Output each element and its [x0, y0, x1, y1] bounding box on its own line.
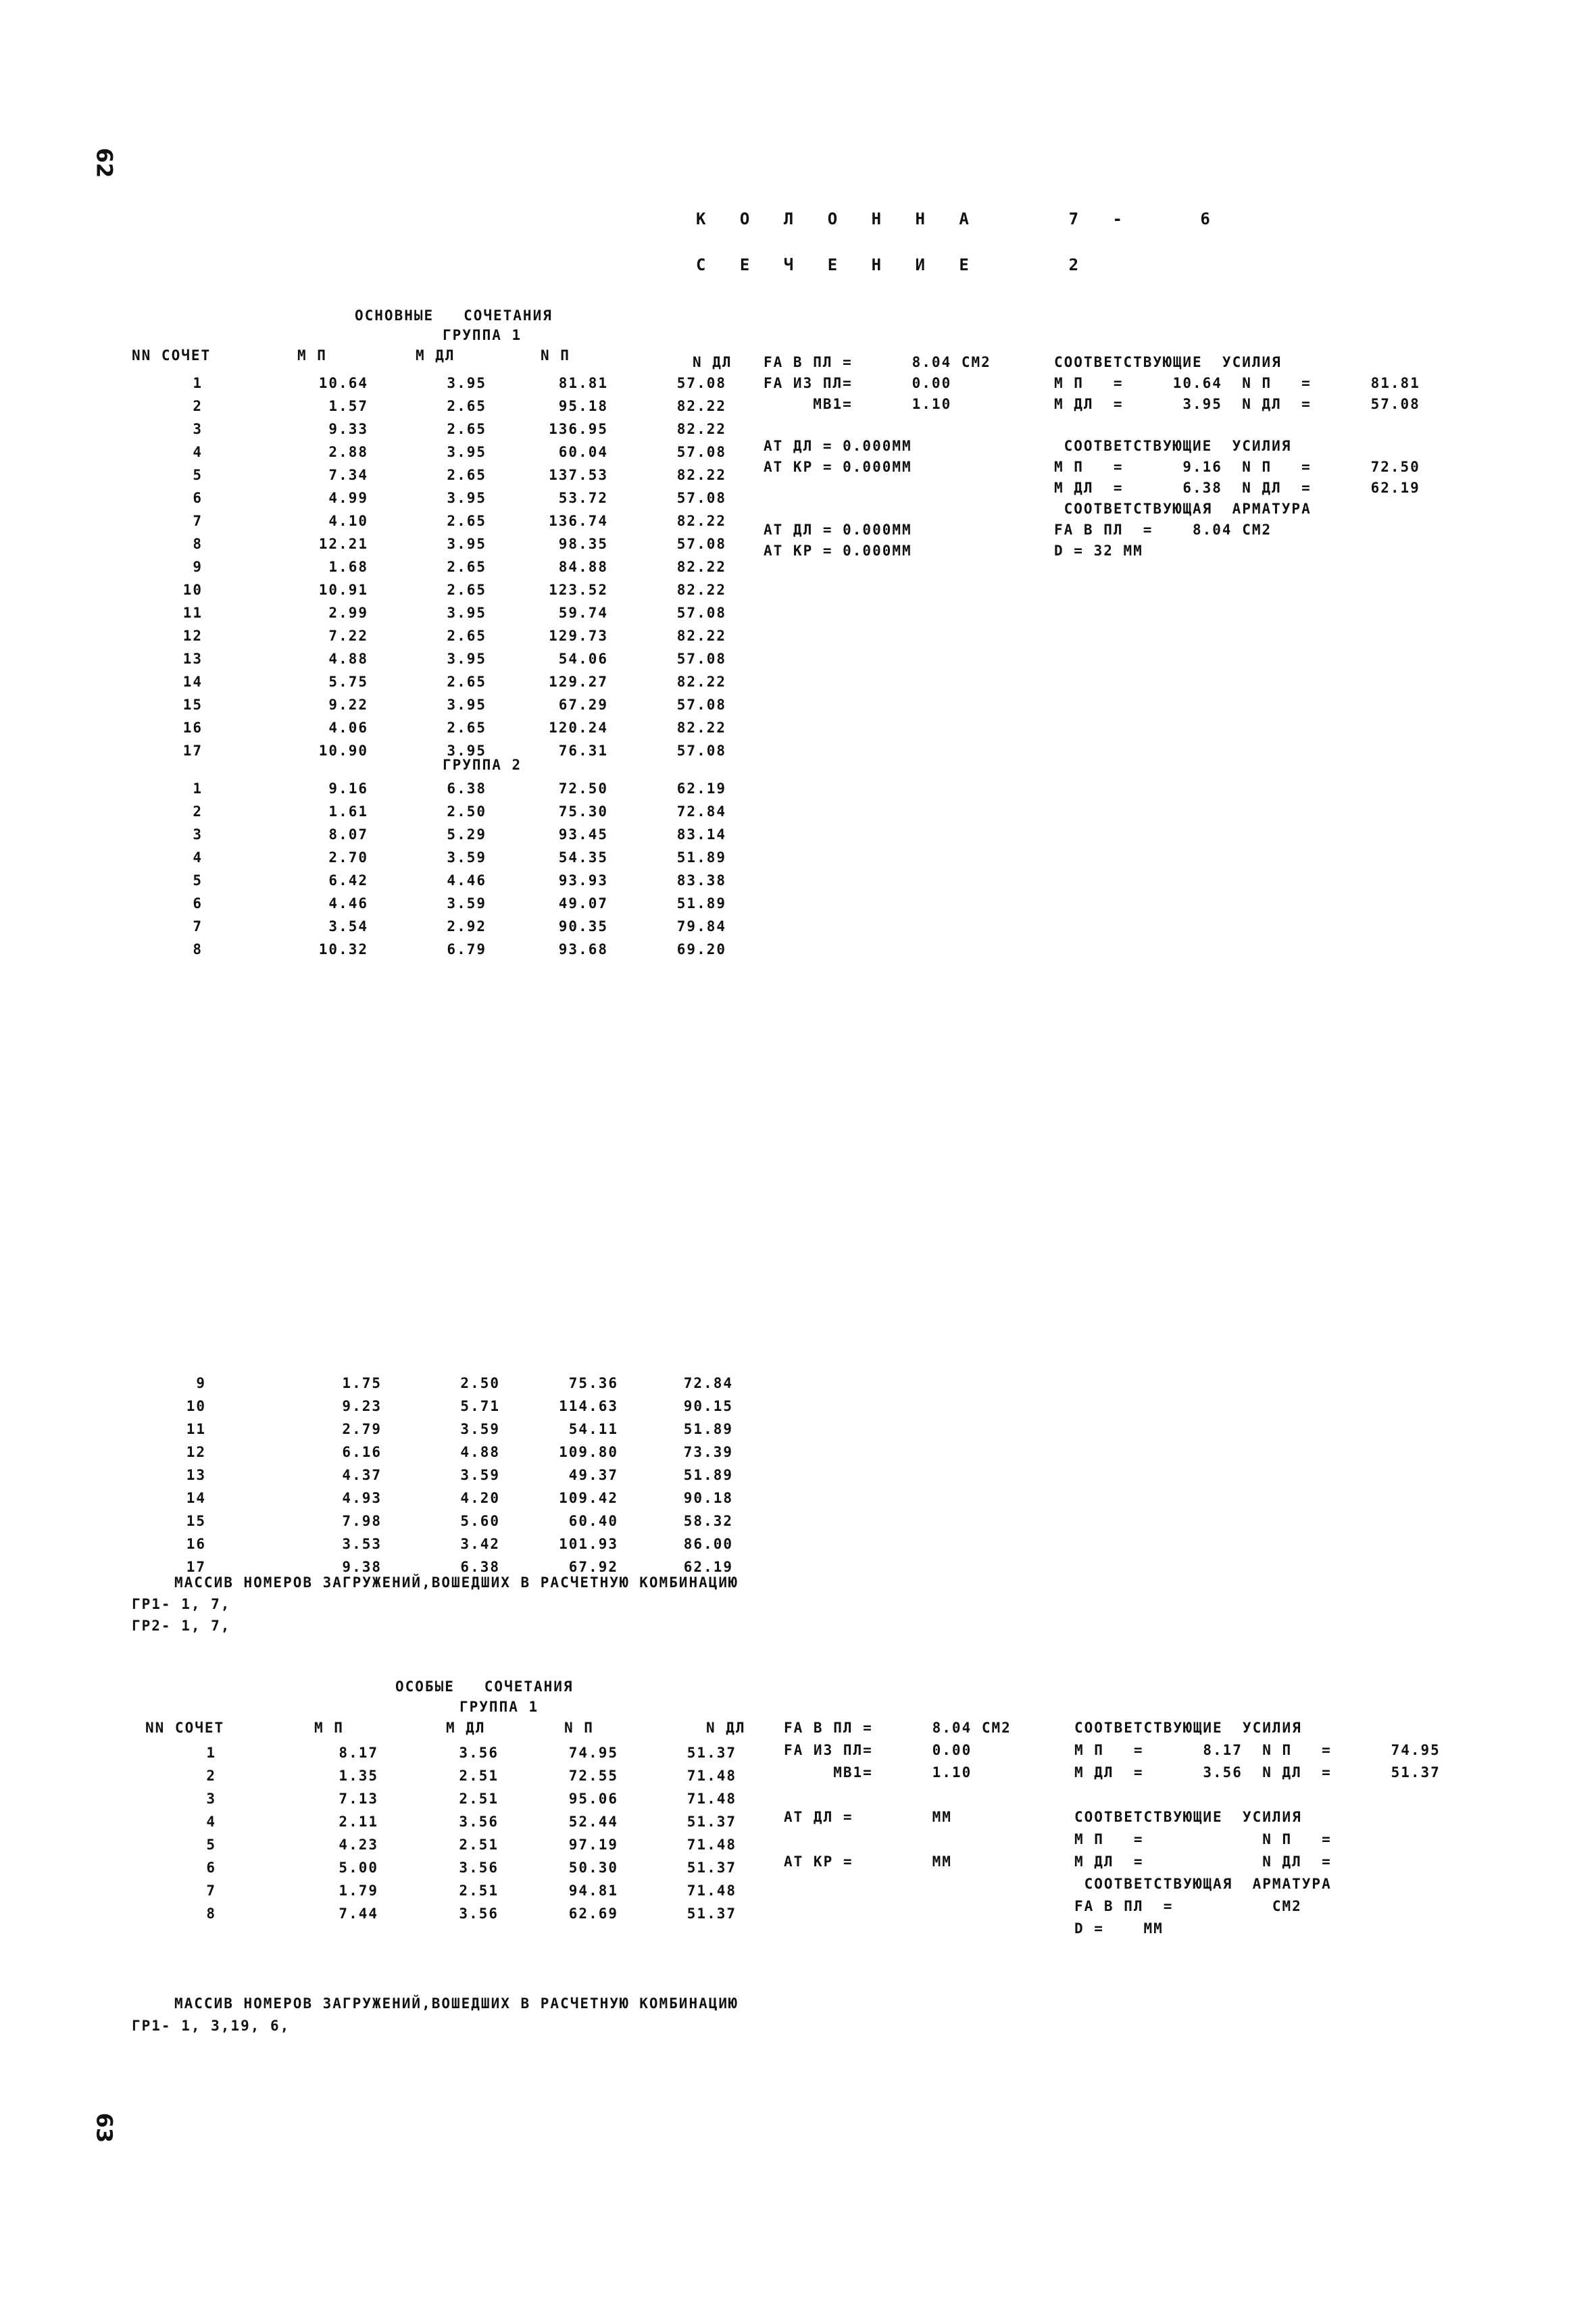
table-cell: 2.51	[459, 1883, 499, 1899]
text-line: FA В ПЛ = 8.04 СМ2	[784, 1720, 1012, 1736]
table-cell: 4.10	[328, 513, 368, 529]
table-cell: 3.54	[328, 918, 368, 935]
table-cell: 109.42	[559, 1490, 618, 1506]
col-header-m-dl: М ДЛ	[416, 347, 455, 364]
table-cell: 5.75	[328, 674, 368, 690]
table-cell: 3	[193, 826, 203, 843]
table-cell: 4.88	[328, 651, 368, 667]
special-col-header-nn: NN СОЧЕТ	[145, 1720, 225, 1736]
table-cell: 13	[186, 1467, 206, 1483]
basic-array-title: МАССИВ НОМЕРОВ ЗАГРУЖЕНИЙ,ВОШЕДШИХ В РАСЧЕТНУЮ КОМБИНАЦИЮ	[174, 1574, 739, 1591]
table-cell: 1.79	[339, 1883, 378, 1899]
table-cell: 3.95	[447, 536, 487, 552]
section-title: С Е Ч Е Н И Е 2	[696, 255, 1091, 274]
table-cell: 53.72	[558, 490, 608, 506]
table-cell: 57.08	[676, 444, 726, 460]
text-line: М ДЛ = N ДЛ =	[1074, 1853, 1332, 1870]
table-cell: 67.29	[558, 697, 608, 713]
table-cell: 1	[206, 1745, 216, 1761]
table-cell: 8	[206, 1906, 216, 1922]
table-cell: 4.99	[328, 490, 368, 506]
table-cell: 1.68	[328, 559, 368, 575]
table-cell: 1.61	[328, 803, 368, 820]
table-cell: 93.68	[558, 941, 608, 957]
table-cell: 109.80	[559, 1444, 618, 1460]
table-cell: 1	[193, 780, 203, 797]
special-col-header-n-p: N П	[564, 1720, 594, 1736]
table-cell: 82.22	[676, 628, 726, 644]
table-cell: 129.73	[549, 628, 608, 644]
table-cell: 10.90	[318, 743, 368, 759]
table-cell: 114.63	[559, 1398, 618, 1414]
table-cell: 3.95	[447, 375, 487, 391]
table-cell: 15	[186, 1513, 206, 1529]
table-cell: 83.38	[676, 872, 726, 889]
table-cell: 3.56	[459, 1860, 499, 1876]
table-cell: 95.18	[558, 398, 608, 414]
table-cell: 2.51	[459, 1768, 499, 1784]
table-cell: 82.22	[676, 421, 726, 437]
table-cell: 16	[182, 720, 203, 736]
table-cell: 15	[182, 697, 203, 713]
table-cell: 8	[193, 536, 203, 552]
table-cell: 17	[186, 1559, 206, 1575]
table-cell: 51.89	[683, 1467, 733, 1483]
table-cell: 57.08	[676, 697, 726, 713]
table-cell: 51.37	[687, 1745, 737, 1761]
table-cell: 75.36	[568, 1375, 618, 1391]
table-cell: 136.74	[549, 513, 608, 529]
table-cell: 136.95	[549, 421, 608, 437]
table-cell: 2.51	[459, 1791, 499, 1807]
table-cell: 7.44	[339, 1906, 378, 1922]
table-cell: 3.59	[447, 895, 487, 912]
table-cell: 4.23	[339, 1837, 378, 1853]
table-cell: 2.99	[328, 605, 368, 621]
table-cell: 93.45	[558, 826, 608, 843]
col-header-n-p: N П	[541, 347, 570, 364]
basic-array-line-2: ГР2- 1, 7,	[132, 1618, 231, 1634]
table-cell: 3.95	[447, 490, 487, 506]
table-cell: 3.59	[460, 1421, 500, 1437]
text-line: М П = 10.64 N П = 81.81	[1054, 375, 1420, 391]
table-cell: 3.42	[460, 1536, 500, 1552]
special-col-header-n-dl: N ДЛ	[706, 1720, 746, 1736]
table-cell: 3.56	[459, 1814, 499, 1830]
table-cell: 10.91	[318, 582, 368, 598]
table-cell: 4.46	[447, 872, 487, 889]
table-cell: 2.65	[447, 720, 487, 736]
table-cell: 7	[193, 513, 203, 529]
table-cell: 49.07	[558, 895, 608, 912]
table-cell: 59.74	[558, 605, 608, 621]
table-cell: 6.38	[460, 1559, 500, 1575]
text-line: СООТВЕТСТВУЮЩИЕ УСИЛИЯ	[1054, 438, 1292, 454]
table-cell: 60.04	[558, 444, 608, 460]
table-cell: 4.46	[328, 895, 368, 912]
table-cell: 6	[193, 895, 203, 912]
table-cell: 3.59	[447, 849, 487, 866]
table-cell: 8.17	[339, 1745, 378, 1761]
table-cell: 12.21	[318, 536, 368, 552]
table-cell: 72.84	[676, 803, 726, 820]
table-cell: 1	[193, 375, 203, 391]
table-cell: 4.37	[342, 1467, 382, 1483]
table-cell: 101.93	[559, 1536, 618, 1552]
table-cell: 57.08	[676, 651, 726, 667]
table-cell: 4.20	[460, 1490, 500, 1506]
table-cell: 5.71	[460, 1398, 500, 1414]
table-cell: 50.30	[568, 1860, 618, 1876]
text-line: АТ КР = 0.000ММ	[764, 543, 912, 559]
text-line: D = ММ	[1074, 1920, 1164, 1937]
table-cell: 7.34	[328, 467, 368, 483]
table-cell: 5.60	[460, 1513, 500, 1529]
table-cell: 62.19	[676, 780, 726, 797]
table-cell: 10	[182, 582, 203, 598]
table-cell: 6.79	[447, 941, 487, 957]
text-line: D = 32 ММ	[1054, 543, 1143, 559]
table-cell: 83.14	[676, 826, 726, 843]
table-cell: 7.22	[328, 628, 368, 644]
text-line: МВ1= 1.10	[784, 1764, 972, 1781]
table-cell: 72.55	[568, 1768, 618, 1784]
column-title: К О Л О Н Н А 7 - 6	[696, 209, 1222, 228]
text-line: М П = 9.16 N П = 72.50	[1054, 459, 1420, 475]
table-cell: 10.64	[318, 375, 368, 391]
table-cell: 94.81	[568, 1883, 618, 1899]
special-col-header-m-p: М П	[314, 1720, 344, 1736]
text-line: СООТВЕТСТВУЮЩИЕ УСИЛИЯ	[1074, 1809, 1302, 1825]
table-cell: 16	[186, 1536, 206, 1552]
basic-heading: ОСНОВНЫЕ СОЧЕТАНИЯ	[355, 307, 553, 324]
special-col-header-m-dl: М ДЛ	[446, 1720, 486, 1736]
table-cell: 2.11	[339, 1814, 378, 1830]
page-number-bottom: 63	[91, 2112, 118, 2143]
table-cell: 4	[206, 1814, 216, 1830]
table-cell: 2	[193, 803, 203, 820]
table-cell: 2.65	[447, 398, 487, 414]
text-line: СООТВЕТСТВУЮЩИЕ УСИЛИЯ	[1054, 354, 1282, 370]
table-cell: 49.37	[568, 1467, 618, 1483]
table-cell: 4.06	[328, 720, 368, 736]
table-cell: 5.00	[339, 1860, 378, 1876]
col-header-m-p: М П	[297, 347, 327, 364]
table-cell: 5.29	[447, 826, 487, 843]
table-cell: 98.35	[558, 536, 608, 552]
table-cell: 8.07	[328, 826, 368, 843]
table-cell: 2.65	[447, 559, 487, 575]
text-line: СООТВЕТСТВУЮЩИЕ УСИЛИЯ	[1074, 1720, 1302, 1736]
table-cell: 14	[182, 674, 203, 690]
table-cell: 97.19	[568, 1837, 618, 1853]
table-cell: 2	[206, 1768, 216, 1784]
table-cell: 57.08	[676, 743, 726, 759]
table-cell: 75.30	[558, 803, 608, 820]
table-cell: 8	[193, 941, 203, 957]
table-cell: 71.48	[687, 1768, 737, 1784]
text-line: М ДЛ = 6.38 N ДЛ = 62.19	[1054, 480, 1420, 496]
table-cell: 6	[206, 1860, 216, 1876]
table-cell: 2	[193, 398, 203, 414]
table-cell: 82.22	[676, 674, 726, 690]
text-line: FA ИЗ ПЛ= 0.00	[764, 375, 952, 391]
table-cell: 69.20	[676, 941, 726, 957]
table-cell: 73.39	[683, 1444, 733, 1460]
table-cell: 95.06	[568, 1791, 618, 1807]
table-cell: 82.22	[676, 513, 726, 529]
table-cell: 2.65	[447, 674, 487, 690]
page-number-top: 62	[91, 147, 118, 178]
table-cell: 2.51	[459, 1837, 499, 1853]
text-line: СООТВЕТСТВУЮЩАЯ АРМАТУРА	[1054, 501, 1312, 517]
table-cell: 51.37	[687, 1906, 737, 1922]
table-cell: 82.22	[676, 467, 726, 483]
table-cell: 2.70	[328, 849, 368, 866]
table-cell: 3	[206, 1791, 216, 1807]
table-cell: 86.00	[683, 1536, 733, 1552]
table-cell: 123.52	[549, 582, 608, 598]
table-cell: 3.95	[447, 697, 487, 713]
text-line: М П = 8.17 N П = 74.95	[1074, 1742, 1441, 1758]
text-line: СООТВЕТСТВУЮЩАЯ АРМАТУРА	[1074, 1876, 1332, 1892]
table-cell: 6	[193, 490, 203, 506]
table-cell: 4.93	[342, 1490, 382, 1506]
table-cell: 79.84	[676, 918, 726, 935]
table-cell: 7	[193, 918, 203, 935]
text-line: АТ ДЛ = 0.000ММ	[764, 438, 912, 454]
table-cell: 67.92	[568, 1559, 618, 1575]
text-line: FA В ПЛ = СМ2	[1074, 1898, 1302, 1914]
table-cell: 10	[186, 1398, 206, 1414]
table-cell: 74.95	[568, 1745, 618, 1761]
special-group1-label: ГРУППА 1	[459, 1699, 539, 1715]
text-line: FA В ПЛ = 8.04 СМ2	[1054, 522, 1272, 538]
table-cell: 51.37	[687, 1860, 737, 1876]
text-line: М П = N П =	[1074, 1831, 1332, 1847]
table-cell: 60.40	[568, 1513, 618, 1529]
table-cell: 10.32	[318, 941, 368, 957]
table-cell: 51.89	[683, 1421, 733, 1437]
table-cell: 72.50	[558, 780, 608, 797]
table-cell: 5	[193, 872, 203, 889]
text-line: АТ КР = 0.000ММ	[764, 459, 912, 475]
basic-array-line-1: ГР1- 1, 7,	[132, 1596, 231, 1612]
table-cell: 84.88	[558, 559, 608, 575]
table-cell: 9.33	[328, 421, 368, 437]
table-cell: 3.59	[460, 1467, 500, 1483]
table-cell: 120.24	[549, 720, 608, 736]
table-cell: 82.22	[676, 398, 726, 414]
table-cell: 9.23	[342, 1398, 382, 1414]
table-cell: 3.53	[342, 1536, 382, 1552]
table-cell: 9.38	[342, 1559, 382, 1575]
text-line: М ДЛ = 3.56 N ДЛ = 51.37	[1074, 1764, 1441, 1781]
table-cell: 90.35	[558, 918, 608, 935]
table-cell: 14	[186, 1490, 206, 1506]
table-cell: 3.95	[447, 605, 487, 621]
basic-group1-label: ГРУППА 1	[443, 327, 522, 343]
special-array-line-1: ГР1- 1, 3,19, 6,	[132, 2018, 291, 2034]
table-cell: 7.13	[339, 1791, 378, 1807]
table-cell: 54.35	[558, 849, 608, 866]
table-cell: 129.27	[549, 674, 608, 690]
table-cell: 1.57	[328, 398, 368, 414]
table-cell: 2.92	[447, 918, 487, 935]
table-cell: 3.95	[447, 743, 487, 759]
table-cell: 62.69	[568, 1906, 618, 1922]
table-cell: 11	[182, 605, 203, 621]
table-cell: 4.88	[460, 1444, 500, 1460]
table-cell: 71.48	[687, 1883, 737, 1899]
table-cell: 57.08	[676, 375, 726, 391]
table-cell: 57.08	[676, 536, 726, 552]
table-cell: 13	[182, 651, 203, 667]
table-cell: 137.53	[549, 467, 608, 483]
table-cell: 1.75	[342, 1375, 382, 1391]
table-cell: 82.22	[676, 559, 726, 575]
table-cell: 2.65	[447, 421, 487, 437]
table-cell: 3.95	[447, 444, 487, 460]
table-cell: 5	[193, 467, 203, 483]
table-cell: 7	[206, 1883, 216, 1899]
table-cell: 2.79	[342, 1421, 382, 1437]
table-cell: 81.81	[558, 375, 608, 391]
table-cell: 93.93	[558, 872, 608, 889]
table-cell: 9	[193, 559, 203, 575]
table-cell: 71.48	[687, 1837, 737, 1853]
table-cell: 90.18	[683, 1490, 733, 1506]
text-line: МВ1= 1.10	[764, 396, 952, 412]
table-cell: 2.65	[447, 582, 487, 598]
table-cell: 2.88	[328, 444, 368, 460]
table-cell: 3	[193, 421, 203, 437]
table-cell: 62.19	[683, 1559, 733, 1575]
text-line: FA В ПЛ = 8.04 СМ2	[764, 354, 991, 370]
table-cell: 1.35	[339, 1768, 378, 1784]
table-cell: 2.65	[447, 513, 487, 529]
col-header-nn: NN СОЧЕТ	[132, 347, 211, 364]
table-cell: 9.22	[328, 697, 368, 713]
table-cell: 2.65	[447, 628, 487, 644]
table-cell: 58.32	[683, 1513, 733, 1529]
table-cell: 72.84	[683, 1375, 733, 1391]
table-cell: 82.22	[676, 582, 726, 598]
col-header-n-dl: N ДЛ	[693, 354, 732, 370]
special-array-title: МАССИВ НОМЕРОВ ЗАГРУЖЕНИЙ,ВОШЕДШИХ В РАСЧЕТНУЮ КОМБИНАЦИЮ	[174, 1995, 739, 2012]
table-cell: 82.22	[676, 720, 726, 736]
text-line: FA ИЗ ПЛ= 0.00	[784, 1742, 972, 1758]
table-cell: 6.38	[447, 780, 487, 797]
text-line: АТ ДЛ = 0.000ММ	[764, 522, 912, 538]
table-cell: 5	[206, 1837, 216, 1853]
text-line: М ДЛ = 3.95 N ДЛ = 57.08	[1054, 396, 1420, 412]
table-cell: 6.16	[342, 1444, 382, 1460]
table-cell: 3.95	[447, 651, 487, 667]
table-cell: 51.37	[687, 1814, 737, 1830]
table-cell: 2.50	[460, 1375, 500, 1391]
table-cell: 90.15	[683, 1398, 733, 1414]
table-cell: 57.08	[676, 490, 726, 506]
table-cell: 17	[182, 743, 203, 759]
table-cell: 7.98	[342, 1513, 382, 1529]
table-cell: 51.89	[676, 849, 726, 866]
table-cell: 4	[193, 849, 203, 866]
table-cell: 2.65	[447, 467, 487, 483]
table-cell: 52.44	[568, 1814, 618, 1830]
table-cell: 54.06	[558, 651, 608, 667]
table-cell: 12	[186, 1444, 206, 1460]
table-cell: 4	[193, 444, 203, 460]
table-cell: 54.11	[568, 1421, 618, 1437]
table-cell: 3.56	[459, 1906, 499, 1922]
table-cell: 6.42	[328, 872, 368, 889]
basic-group2-label: ГРУППА 2	[443, 757, 522, 773]
table-cell: 2.50	[447, 803, 487, 820]
table-cell: 3.56	[459, 1745, 499, 1761]
special-heading: ОСОБЫЕ СОЧЕТАНИЯ	[395, 1678, 574, 1695]
table-cell: 9	[196, 1375, 206, 1391]
text-line: АТ КР = ММ	[784, 1853, 952, 1870]
text-line: АТ ДЛ = ММ	[784, 1809, 952, 1825]
table-cell: 11	[186, 1421, 206, 1437]
table-cell: 71.48	[687, 1791, 737, 1807]
table-cell: 57.08	[676, 605, 726, 621]
table-cell: 12	[182, 628, 203, 644]
table-cell: 76.31	[558, 743, 608, 759]
table-cell: 9.16	[328, 780, 368, 797]
table-cell: 51.89	[676, 895, 726, 912]
